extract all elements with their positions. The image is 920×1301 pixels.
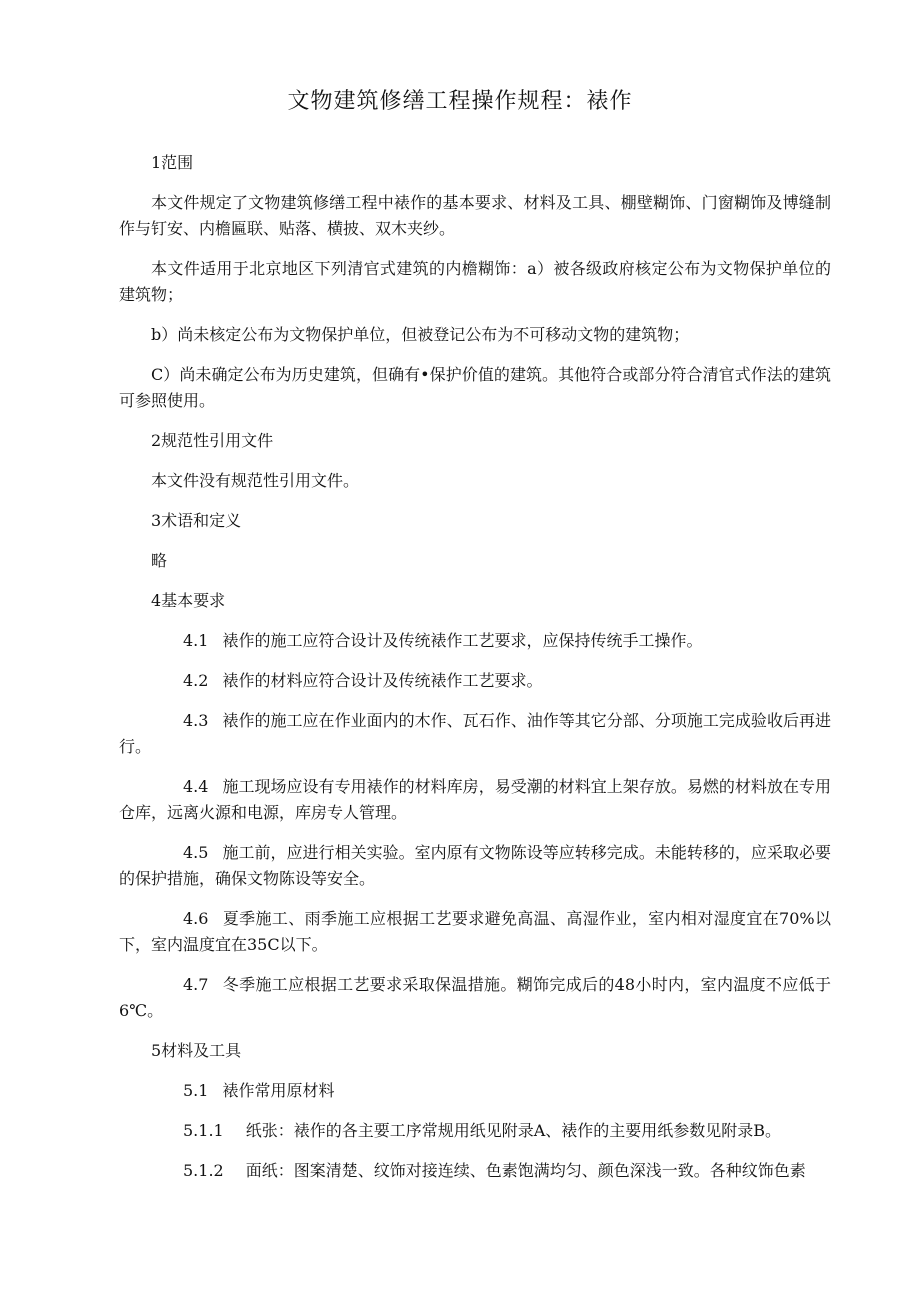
clause-item — [119, 1158, 831, 1184]
clause-text: 裱作常用原材料 — [222, 1081, 335, 1100]
clause-number: 5.1.2 — [183, 1161, 224, 1180]
body-paragraph: 本文件没有规范性引用文件。 — [151, 471, 360, 490]
section-heading: 5材料及工具 — [151, 1041, 242, 1060]
clause-text: 施工前，应进行相关实验。室内原有文物陈设等应转移完成。未能转移的，应采取必要的保护措施，确保文物陈设等安全。 — [119, 843, 831, 888]
clause-number: 4.7 — [183, 975, 209, 994]
clause-text: 纸张：裱作的各主要工序常规用纸见附录A、裱作的主要用纸参数见附录B。 — [245, 1121, 782, 1140]
clause-number: 4.2 — [183, 671, 209, 690]
clause-number: 4.3 — [183, 711, 209, 730]
clause-text: 面纸：图案清楚、纹饰对接连续、色素饱满均匀、颜色深浅一致。各种纹饰色素 — [245, 1161, 806, 1180]
clause-text: 裱作的施工应符合设计及传统裱作工艺要求，应保持传统手工操作。 — [222, 631, 703, 650]
clause-item — [119, 1078, 831, 1104]
clause-text: 夏季施工、雨季施工应根据工艺要求避免高温、高湿作业，室内相对湿度宜在70%以下，室内温度宜在35C以下。 — [119, 909, 831, 954]
clause-item — [119, 1118, 831, 1144]
body-paragraph: 本文件规定了文物建筑修缮工程中裱作的基本要求、材料及工具、棚壁糊饰、门窗糊饰及博缝制作与钉安、内檐匾联、贴落、横披、双木夹纱。 — [119, 193, 831, 238]
document-title: 文物建筑修缮工程操作规程：裱作 — [287, 89, 633, 114]
body-paragraph: 略 — [151, 551, 168, 570]
clause-number: 4.6 — [183, 909, 209, 928]
clause-number: 5.1 — [183, 1081, 209, 1100]
clause-item — [119, 906, 831, 958]
clause-item — [119, 840, 831, 892]
clause-text: 裱作的材料应符合设计及传统裱作工艺要求。 — [222, 671, 543, 690]
section-heading: 3术语和定义 — [151, 511, 242, 530]
document-body — [119, 150, 831, 1198]
clause-number: 4.5 — [183, 843, 209, 862]
clause-item — [119, 774, 831, 826]
body-paragraph: b）尚未核定公布为文物保护单位，但被登记公布为不可移动文物的建筑物； — [151, 325, 690, 344]
clause-text: 裱作的施工应在作业面内的木作、瓦石作、油作等其它分部、分项施工完成验收后再进行。 — [119, 711, 831, 756]
section-heading: 1范围 — [151, 153, 194, 172]
clause-item — [119, 628, 831, 654]
body-paragraph: 本文件适用于北京地区下列清官式建筑的内檐糊饰：a）被各级政府核定公布为文物保护单位的建筑物； — [119, 259, 831, 304]
clause-text: 施工现场应设有专用裱作的材料库房，易受潮的材料宜上架存放。易燃的材料放在专用仓库，远离火源和电源，库房专人管理。 — [119, 777, 831, 822]
clause-number: 4.1 — [183, 631, 209, 650]
clause-number: 5.1.1 — [183, 1121, 224, 1140]
clause-number: 4.4 — [183, 777, 209, 796]
clause-item — [119, 708, 831, 760]
clause-item — [119, 972, 831, 1024]
body-paragraph: C）尚未确定公布为历史建筑，但确有•保护价值的建筑。其他符合或部分符合清官式作法的建筑可参照使用。 — [119, 365, 831, 410]
section-heading: 4基本要求 — [151, 591, 226, 610]
clause-item — [119, 668, 831, 694]
clause-text: 冬季施工应根据工艺要求采取保温措施。糊饰完成后的48小时内，室内温度不应低于6℃。 — [119, 975, 831, 1020]
section-heading: 2规范性引用文件 — [151, 431, 274, 450]
